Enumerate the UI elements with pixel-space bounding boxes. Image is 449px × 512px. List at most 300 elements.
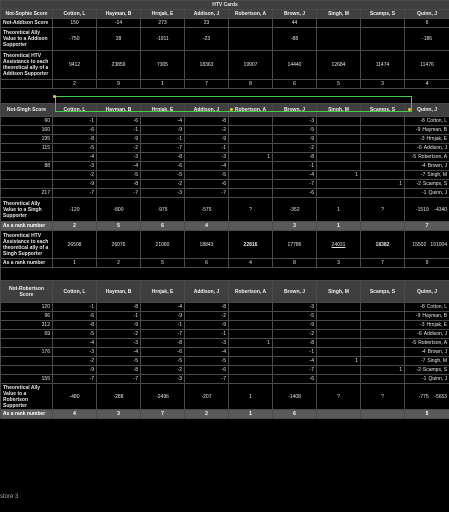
matrix-cell[interactable]: -1 xyxy=(273,348,317,357)
matrix-cell[interactable]: -6 xyxy=(97,117,141,126)
matrix-cell[interactable] xyxy=(361,144,405,153)
matrix-cell[interactable] xyxy=(229,162,273,171)
cell[interactable]: 7 xyxy=(405,222,449,231)
cell[interactable]: ? xyxy=(317,384,361,410)
matrix-cell[interactable]: -8 xyxy=(141,153,185,162)
cell[interactable]: 4 xyxy=(53,410,97,419)
footer-text: store 3 xyxy=(0,494,19,500)
matrix-cell[interactable] xyxy=(229,180,273,189)
cell[interactable]: 24031 xyxy=(317,231,361,259)
matrix-cell[interactable] xyxy=(229,144,273,153)
cell[interactable]: 5 xyxy=(405,410,449,419)
matrix-cell[interactable]: -2 xyxy=(141,366,185,375)
matrix-cell[interactable]: -3 xyxy=(141,375,185,384)
cell[interactable]: -800 xyxy=(97,198,141,222)
cell[interactable]: 5 xyxy=(141,259,185,268)
cell[interactable]: 5 xyxy=(317,80,361,89)
cell[interactable]: 8 xyxy=(229,80,273,89)
matrix-cell[interactable]: -8 xyxy=(97,366,141,375)
rank-row xyxy=(1,222,449,231)
matrix-cell[interactable]: -4 xyxy=(141,303,185,312)
cell[interactable]: 3 xyxy=(361,80,405,89)
matrix-cell[interactable]: -7 xyxy=(53,375,97,384)
cell[interactable]: 6 xyxy=(141,222,185,231)
matrix-cell[interactable]: -2 xyxy=(273,144,317,153)
score-cell[interactable]: 115 xyxy=(1,144,53,153)
cell[interactable]: 1 xyxy=(53,259,97,268)
score-cell[interactable]: 160 xyxy=(1,126,53,135)
matrix-cell[interactable]: -7 xyxy=(53,189,97,198)
matrix-cell[interactable] xyxy=(317,135,361,144)
matrix-cell[interactable]: -4 Brown, J xyxy=(405,348,449,357)
matrix-cell[interactable]: -8 Cotton, L xyxy=(405,303,449,312)
matrix-cell[interactable]: -2 Scamps, S xyxy=(405,180,449,189)
cell[interactable]: -88 xyxy=(273,28,317,51)
matrix-cell[interactable]: -5 Robertson, A xyxy=(405,339,449,348)
cell[interactable]: 26076 xyxy=(97,231,141,259)
matrix-cell[interactable]: -9 xyxy=(273,135,317,144)
matrix-cell[interactable] xyxy=(317,339,361,348)
table-row xyxy=(1,19,449,28)
matrix-cell[interactable]: -8 xyxy=(141,339,185,348)
matrix-cell[interactable]: -5 xyxy=(273,312,317,321)
cell[interactable]: 150 xyxy=(53,19,97,28)
matrix-cell[interactable]: -3 Hrnjak, E xyxy=(405,321,449,330)
score-cell[interactable]: 155 xyxy=(1,375,53,384)
matrix-cell[interactable]: -1 xyxy=(185,330,229,339)
matrix-cell[interactable]: -8 xyxy=(185,303,229,312)
matrix-cell[interactable]: -7 xyxy=(97,189,141,198)
cell[interactable]: -288 xyxy=(97,384,141,410)
cell[interactable]: 1 xyxy=(317,198,361,222)
score-cell[interactable] xyxy=(1,357,53,366)
matrix-cell[interactable]: -4 xyxy=(141,117,185,126)
score-cell[interactable] xyxy=(1,180,53,189)
cell[interactable] xyxy=(229,222,273,231)
matrix-cell[interactable]: -6 xyxy=(141,348,185,357)
matrix-cell[interactable] xyxy=(317,303,361,312)
section2-matrix xyxy=(1,117,449,198)
matrix-cell[interactable]: -2 xyxy=(141,180,185,189)
matrix-cell[interactable]: -1 Quinn, J xyxy=(405,375,449,384)
matrix-cell[interactable]: -1 xyxy=(185,144,229,153)
matrix-cell[interactable] xyxy=(361,171,405,180)
matrix-cell[interactable]: -1 xyxy=(97,126,141,135)
cell[interactable]: 18363 xyxy=(185,51,229,80)
cell[interactable]: -750 xyxy=(53,28,97,51)
matrix-cell[interactable]: -2 xyxy=(53,357,97,366)
matrix-cell[interactable]: -1 xyxy=(141,135,185,144)
matrix-cell[interactable] xyxy=(361,153,405,162)
matrix-cell[interactable]: -9 Hayman, B xyxy=(405,312,449,321)
matrix-cell[interactable]: -5 xyxy=(185,357,229,366)
matrix-cell[interactable] xyxy=(229,321,273,330)
cell[interactable]: 22816 xyxy=(229,231,273,259)
matrix-cell[interactable] xyxy=(361,375,405,384)
matrix-cell[interactable] xyxy=(317,348,361,357)
matrix-cell[interactable]: -9 xyxy=(53,180,97,189)
score-cell[interactable]: 312 xyxy=(1,321,53,330)
cell[interactable] xyxy=(317,410,361,419)
cell[interactable]: -207 xyxy=(185,384,229,410)
cell[interactable]: 273 xyxy=(141,19,185,28)
matrix-cell[interactable]: -8 xyxy=(273,153,317,162)
cell[interactable]: 7 xyxy=(361,259,405,268)
matrix-cell[interactable] xyxy=(229,171,273,180)
matrix-cell[interactable]: -9 Hayman, B xyxy=(405,126,449,135)
matrix-cell[interactable]: -9 xyxy=(97,321,141,330)
matrix-cell[interactable]: -9 xyxy=(185,135,229,144)
matrix-cell[interactable]: -5 xyxy=(53,144,97,153)
score-cell[interactable] xyxy=(1,366,53,375)
score-cell[interactable]: 120 xyxy=(1,303,53,312)
matrix-cell[interactable]: -9 xyxy=(141,312,185,321)
selection-handle[interactable] xyxy=(53,95,56,98)
cell[interactable]: 21060 xyxy=(141,231,185,259)
matrix-cell[interactable]: -5 xyxy=(185,171,229,180)
cell[interactable]: 19907 xyxy=(229,51,273,80)
cell[interactable] xyxy=(361,410,405,419)
matrix-cell[interactable]: -1 xyxy=(53,117,97,126)
score-cell[interactable] xyxy=(1,339,53,348)
row-label: Not-Addison Score xyxy=(1,19,53,28)
matrix-cell[interactable]: -5 Robertson, A xyxy=(405,153,449,162)
cell[interactable]: 1 xyxy=(317,222,361,231)
matrix-row xyxy=(1,180,449,189)
table-row xyxy=(1,231,449,259)
matrix-cell[interactable]: -6 xyxy=(273,375,317,384)
matrix-cell[interactable]: -8 xyxy=(53,321,97,330)
matrix-cell[interactable]: -9 xyxy=(141,126,185,135)
matrix-cell[interactable] xyxy=(317,366,361,375)
cell[interactable]: -480 xyxy=(53,384,97,410)
matrix-cell[interactable]: -5 xyxy=(141,171,185,180)
cell[interactable]: 3 xyxy=(273,222,317,231)
matrix-cell[interactable]: -2 xyxy=(185,126,229,135)
cell[interactable]: 18843 xyxy=(185,231,229,259)
matrix-row xyxy=(1,117,449,126)
matrix-cell[interactable]: -7 xyxy=(185,375,229,384)
matrix-cell[interactable]: -3 xyxy=(97,339,141,348)
matrix-row xyxy=(1,312,449,321)
cell[interactable]: 11474 xyxy=(361,51,405,80)
matrix-cell[interactable]: -6 xyxy=(53,312,97,321)
cell[interactable]: 18382 xyxy=(361,231,405,259)
cell-with-total[interactable]: -1519 -4340 xyxy=(405,198,449,222)
matrix-cell[interactable]: -7 xyxy=(273,366,317,375)
matrix-cell[interactable]: -8 xyxy=(53,135,97,144)
matrix-cell[interactable]: -4 xyxy=(273,171,317,180)
table-row xyxy=(1,28,449,51)
matrix-cell[interactable]: -8 xyxy=(185,117,229,126)
cell[interactable]: 44 xyxy=(273,19,317,28)
matrix-cell[interactable]: 1 xyxy=(229,339,273,348)
matrix-cell[interactable]: -9 xyxy=(53,366,97,375)
cell[interactable]: 28 xyxy=(97,28,141,51)
cell[interactable]: 2 xyxy=(185,410,229,419)
cell[interactable]: 5 xyxy=(97,222,141,231)
cell[interactable]: -120 xyxy=(53,198,97,222)
cell[interactable]: ? xyxy=(229,198,273,222)
matrix-cell[interactable]: -9 xyxy=(97,135,141,144)
matrix-cell[interactable]: -2 xyxy=(97,330,141,339)
matrix-cell[interactable]: -7 xyxy=(185,189,229,198)
row-label: As a rank number xyxy=(1,410,53,419)
cell[interactable]: 23859 xyxy=(97,51,141,80)
cell[interactable]: 11476 xyxy=(405,51,449,80)
matrix-cell[interactable] xyxy=(317,162,361,171)
cell[interactable]: 6 xyxy=(185,259,229,268)
cell[interactable]: 4 xyxy=(185,222,229,231)
matrix-cell[interactable]: 1 xyxy=(361,180,405,189)
cell[interactable]: 1 xyxy=(141,80,185,89)
col-header: Quinn, J xyxy=(405,104,449,117)
section3-header-row xyxy=(1,281,449,303)
cell[interactable]: 9 xyxy=(405,259,449,268)
cell[interactable]: 6 xyxy=(405,19,449,28)
matrix-cell[interactable]: -4 xyxy=(53,153,97,162)
matrix-cell[interactable]: -3 xyxy=(141,189,185,198)
matrix-cell[interactable]: -2 xyxy=(97,144,141,153)
selection-handle[interactable] xyxy=(230,108,233,111)
matrix-cell[interactable]: -3 xyxy=(273,117,317,126)
score-cell[interactable]: 96 xyxy=(1,312,53,321)
matrix-cell[interactable]: -7 Singh, M xyxy=(405,357,449,366)
matrix-cell[interactable]: -5 xyxy=(53,330,97,339)
col-header: Hrnjak, E xyxy=(141,281,185,303)
matrix-cell[interactable] xyxy=(229,126,273,135)
matrix-cell[interactable]: -9 xyxy=(185,321,229,330)
cell[interactable]: 9412 xyxy=(53,51,97,80)
matrix-cell[interactable] xyxy=(317,321,361,330)
cell[interactable]: 26508 xyxy=(53,231,97,259)
matrix-cell[interactable]: -7 xyxy=(273,180,317,189)
matrix-cell[interactable]: -7 Singh, M xyxy=(405,171,449,180)
matrix-cell[interactable] xyxy=(317,189,361,198)
matrix-cell[interactable] xyxy=(229,366,273,375)
matrix-cell[interactable] xyxy=(229,330,273,339)
col-header: Scamps, S xyxy=(361,281,405,303)
matrix-cell[interactable] xyxy=(317,375,361,384)
cell[interactable]: 7 xyxy=(141,410,185,419)
cell[interactable]: 9 xyxy=(97,80,141,89)
matrix-row xyxy=(1,153,449,162)
score-cell[interactable]: 176 xyxy=(1,348,53,357)
cell[interactable]: 8 xyxy=(273,259,317,268)
cell[interactable]: 3 xyxy=(97,410,141,419)
col-header: Singh, M xyxy=(317,104,361,117)
matrix-cell[interactable]: 1 xyxy=(317,171,361,180)
matrix-cell[interactable]: -1 xyxy=(273,162,317,171)
matrix-cell[interactable] xyxy=(361,117,405,126)
cell-with-total[interactable]: -775 -5653 xyxy=(405,384,449,410)
matrix-cell[interactable]: -1 xyxy=(53,303,97,312)
matrix-cell[interactable] xyxy=(361,330,405,339)
matrix-cell[interactable] xyxy=(317,312,361,321)
matrix-cell[interactable] xyxy=(229,312,273,321)
cell[interactable]: 2 xyxy=(97,259,141,268)
matrix-cell[interactable] xyxy=(361,348,405,357)
matrix-cell[interactable]: 1 xyxy=(361,366,405,375)
matrix-cell[interactable]: -6 Addison, J xyxy=(405,144,449,153)
cell[interactable]: -2496 xyxy=(141,384,185,410)
matrix-cell[interactable] xyxy=(361,135,405,144)
cell[interactable]: 6 xyxy=(273,410,317,419)
score-cell[interactable]: 69 xyxy=(1,330,53,339)
matrix-cell[interactable]: -2 xyxy=(53,171,97,180)
score-cell[interactable] xyxy=(1,153,53,162)
matrix-cell[interactable]: -6 xyxy=(53,126,97,135)
matrix-cell[interactable]: -8 xyxy=(97,180,141,189)
matrix-cell[interactable] xyxy=(229,189,273,198)
matrix-row xyxy=(1,303,449,312)
cell[interactable]: 3 xyxy=(317,259,361,268)
matrix-cell[interactable]: -3 xyxy=(97,153,141,162)
cell[interactable]: 7305 xyxy=(141,51,185,80)
cell[interactable]: -352 xyxy=(273,198,317,222)
matrix-cell[interactable]: -6 xyxy=(141,162,185,171)
matrix-cell[interactable] xyxy=(361,303,405,312)
matrix-cell[interactable] xyxy=(317,144,361,153)
matrix-cell[interactable] xyxy=(361,339,405,348)
matrix-cell[interactable]: -8 xyxy=(97,303,141,312)
cell[interactable] xyxy=(317,28,361,51)
cell[interactable] xyxy=(229,28,273,51)
score-cell[interactable]: 217 xyxy=(1,189,53,198)
cell[interactable]: 4 xyxy=(229,259,273,268)
matrix-cell[interactable]: -4 xyxy=(185,162,229,171)
matrix-cell[interactable]: -4 xyxy=(97,162,141,171)
cell[interactable]: 1 xyxy=(229,410,273,419)
selection-handle[interactable] xyxy=(408,108,411,111)
score-cell[interactable]: 88 xyxy=(1,162,53,171)
col-header: Singh, M xyxy=(317,281,361,303)
matrix-cell[interactable] xyxy=(317,330,361,339)
matrix-cell[interactable]: -1 xyxy=(97,312,141,321)
cell[interactable]: 4 xyxy=(405,80,449,89)
score-cell[interactable]: 195 xyxy=(1,135,53,144)
matrix-cell[interactable]: -8 Cotton, L xyxy=(405,117,449,126)
matrix-cell[interactable] xyxy=(317,126,361,135)
row-label: Theoretical HTV Assistance to each theoretical ally of a Addison Supporter xyxy=(1,51,53,80)
matrix-cell[interactable]: -5 xyxy=(273,126,317,135)
cell[interactable]: 23 xyxy=(185,19,229,28)
col-header: Hayman, B xyxy=(97,104,141,117)
cell[interactable]: ? xyxy=(361,384,405,410)
cell[interactable]: 17786 xyxy=(273,231,317,259)
row-label: Theoretical Ally Value to a Singh Supporter xyxy=(1,198,53,222)
col-header: Quinn, J xyxy=(405,10,449,19)
cell[interactable]: -23 xyxy=(185,28,229,51)
section1-header-row xyxy=(1,10,449,19)
matrix-cell[interactable]: -3 xyxy=(53,162,97,171)
matrix-cell[interactable]: -7 xyxy=(97,375,141,384)
cell[interactable] xyxy=(361,222,405,231)
score-cell[interactable] xyxy=(1,171,53,180)
cell[interactable]: 12684 xyxy=(317,51,361,80)
matrix-cell[interactable]: -4 Brown, J xyxy=(405,162,449,171)
col-header: Scamps, S xyxy=(361,10,405,19)
matrix-cell[interactable]: -6 xyxy=(185,180,229,189)
matrix-cell[interactable]: -3 Hrnjak, E xyxy=(405,135,449,144)
matrix-cell[interactable] xyxy=(361,357,405,366)
cell[interactable] xyxy=(229,19,273,28)
matrix-cell[interactable]: -3 xyxy=(273,303,317,312)
matrix-cell[interactable]: -4 xyxy=(185,348,229,357)
matrix-cell[interactable] xyxy=(229,357,273,366)
cell[interactable]: -1911 xyxy=(141,28,185,51)
matrix-cell[interactable] xyxy=(229,135,273,144)
matrix-cell[interactable]: -4 xyxy=(97,348,141,357)
matrix-cell[interactable]: -3 xyxy=(185,153,229,162)
matrix-cell[interactable]: -6 xyxy=(185,366,229,375)
matrix-cell[interactable]: -6 xyxy=(273,189,317,198)
matrix-cell[interactable] xyxy=(361,321,405,330)
matrix-cell[interactable] xyxy=(317,117,361,126)
cell[interactable]: -975 xyxy=(141,198,185,222)
cell[interactable]: ? xyxy=(361,198,405,222)
matrix-cell[interactable] xyxy=(229,348,273,357)
col-header: Addison, J xyxy=(185,10,229,19)
matrix-cell[interactable]: -7 xyxy=(141,144,185,153)
cell[interactable] xyxy=(317,19,361,28)
cell[interactable]: -1408 xyxy=(273,384,317,410)
matrix-cell[interactable]: -7 xyxy=(141,330,185,339)
matrix-cell[interactable] xyxy=(229,375,273,384)
matrix-cell[interactable]: 1 xyxy=(317,357,361,366)
cell[interactable]: -575 xyxy=(185,198,229,222)
matrix-cell[interactable]: -5 xyxy=(97,171,141,180)
matrix-cell[interactable]: -2 Scamps, S xyxy=(405,366,449,375)
cell-with-total[interactable]: 15502 191004 xyxy=(405,231,449,259)
matrix-cell[interactable] xyxy=(229,117,273,126)
matrix-cell[interactable] xyxy=(317,180,361,189)
matrix-cell[interactable] xyxy=(361,162,405,171)
score-cell[interactable]: 60 xyxy=(1,117,53,126)
col-header: Brown, J xyxy=(273,10,317,19)
cell[interactable] xyxy=(361,19,405,28)
cell[interactable]: 14440 xyxy=(273,51,317,80)
matrix-cell[interactable]: -3 xyxy=(185,339,229,348)
cell[interactable]: -186 xyxy=(405,28,449,51)
matrix-cell[interactable] xyxy=(229,303,273,312)
cell[interactable]: 2 xyxy=(53,80,97,89)
matrix-cell[interactable] xyxy=(361,126,405,135)
matrix-cell[interactable]: -1 xyxy=(141,321,185,330)
cell[interactable]: 7 xyxy=(185,80,229,89)
matrix-cell[interactable]: -4 xyxy=(273,357,317,366)
matrix-cell[interactable] xyxy=(317,153,361,162)
matrix-cell[interactable]: -2 xyxy=(185,312,229,321)
matrix-cell[interactable] xyxy=(361,189,405,198)
matrix-cell[interactable]: -5 xyxy=(97,357,141,366)
matrix-cell[interactable]: -9 xyxy=(273,321,317,330)
matrix-cell[interactable]: -6 Addison, J xyxy=(405,330,449,339)
matrix-cell[interactable]: -3 xyxy=(53,348,97,357)
matrix-cell[interactable]: -8 xyxy=(273,339,317,348)
matrix-cell[interactable]: -2 xyxy=(273,330,317,339)
cell[interactable] xyxy=(361,28,405,51)
matrix-cell[interactable]: -4 xyxy=(53,339,97,348)
matrix-cell[interactable]: -5 xyxy=(141,357,185,366)
cell[interactable]: 2 xyxy=(53,222,97,231)
matrix-cell[interactable] xyxy=(361,312,405,321)
cell[interactable]: 6 xyxy=(273,80,317,89)
cell[interactable]: 1 xyxy=(229,384,273,410)
matrix-cell[interactable]: -1 Quinn, J xyxy=(405,189,449,198)
cell[interactable]: -14 xyxy=(97,19,141,28)
matrix-cell[interactable]: 1 xyxy=(229,153,273,162)
